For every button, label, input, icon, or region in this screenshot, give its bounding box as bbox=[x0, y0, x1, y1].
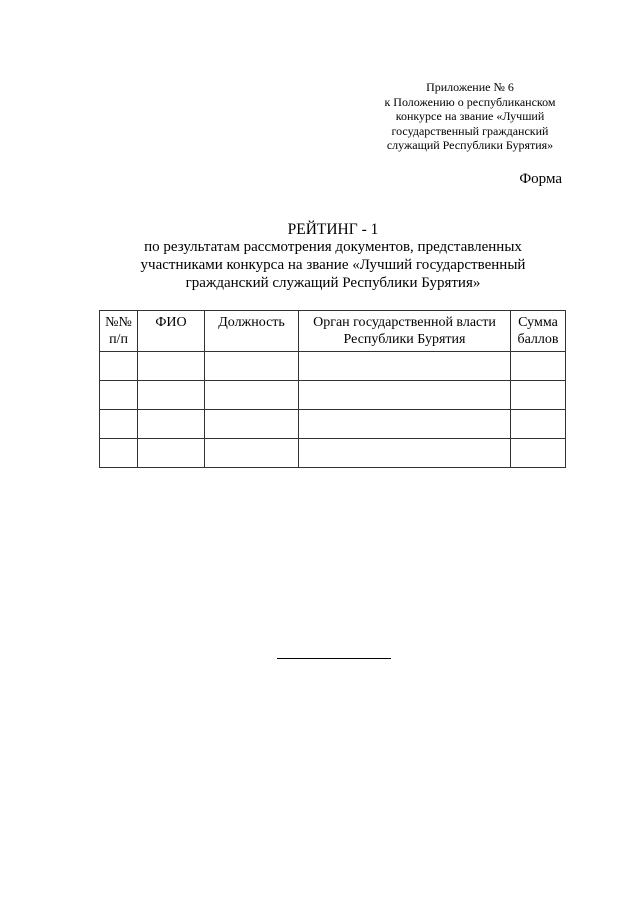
document-title: РЕЙТИНГ - 1 bbox=[287, 221, 379, 238]
header-full-name-label: ФИО bbox=[155, 315, 187, 330]
table-cell-full-name bbox=[138, 381, 205, 410]
header-authority-line-1: Орган государственной власти bbox=[313, 315, 496, 330]
table-cell-score bbox=[511, 410, 566, 439]
header-number-line-1: №№ bbox=[105, 315, 132, 330]
table-cell-number bbox=[100, 439, 138, 468]
appendix-line: Приложение № 6 bbox=[426, 80, 514, 94]
appendix-line: конкурсе на звание «Лучший bbox=[395, 109, 545, 123]
table-header-row bbox=[100, 311, 566, 352]
header-position-label: Должность bbox=[218, 315, 285, 330]
table-cell-number bbox=[100, 410, 138, 439]
header-full-name bbox=[138, 311, 205, 352]
appendix-line: государственный гражданский bbox=[391, 123, 549, 138]
appendix-block bbox=[368, 80, 572, 153]
header-position bbox=[205, 311, 299, 352]
subtitle-line: участниками конкурса на звание «Лучший государственный bbox=[140, 257, 526, 273]
header-authority bbox=[299, 311, 511, 352]
table-cell-score bbox=[511, 439, 566, 468]
table-cell-full-name bbox=[138, 352, 205, 381]
subtitle-line: по результатам рассмотрения документов, представленных bbox=[144, 239, 522, 255]
table-cell-number bbox=[100, 352, 138, 381]
header-number bbox=[100, 311, 138, 352]
header-score-line-2: баллов bbox=[517, 332, 559, 347]
table-cell-score bbox=[511, 381, 566, 410]
table-cell-authority bbox=[299, 439, 511, 468]
subtitle-line: гражданский служащий Республики Бурятия» bbox=[185, 275, 481, 291]
table-cell-position bbox=[205, 381, 299, 410]
table-row bbox=[100, 439, 566, 468]
footer-divider-line bbox=[277, 658, 391, 659]
table-cell-authority bbox=[299, 410, 511, 439]
header-authority-line-2: Республики Бурятия bbox=[343, 332, 466, 347]
table-cell-full-name bbox=[138, 439, 205, 468]
table-cell-authority bbox=[299, 381, 511, 410]
table-cell-number bbox=[100, 381, 138, 410]
table-row bbox=[100, 381, 566, 410]
document-subtitle bbox=[100, 238, 566, 292]
header-score-sum bbox=[511, 311, 566, 352]
table-cell-position bbox=[205, 410, 299, 439]
header-score-line-1: Сумма bbox=[518, 315, 558, 330]
table-row bbox=[100, 352, 566, 381]
table-cell-score bbox=[511, 352, 566, 381]
table-cell-authority bbox=[299, 352, 511, 381]
rating-table bbox=[99, 310, 566, 468]
appendix-line: служащий Республики Бурятия» bbox=[386, 138, 554, 152]
header-number-line-2: п/п bbox=[109, 332, 128, 347]
form-label: Форма bbox=[519, 171, 562, 187]
table-cell-full-name bbox=[138, 410, 205, 439]
table-cell-position bbox=[205, 352, 299, 381]
appendix-line: к Положению о республиканском bbox=[384, 94, 556, 109]
table-row bbox=[100, 410, 566, 439]
table-cell-position bbox=[205, 439, 299, 468]
